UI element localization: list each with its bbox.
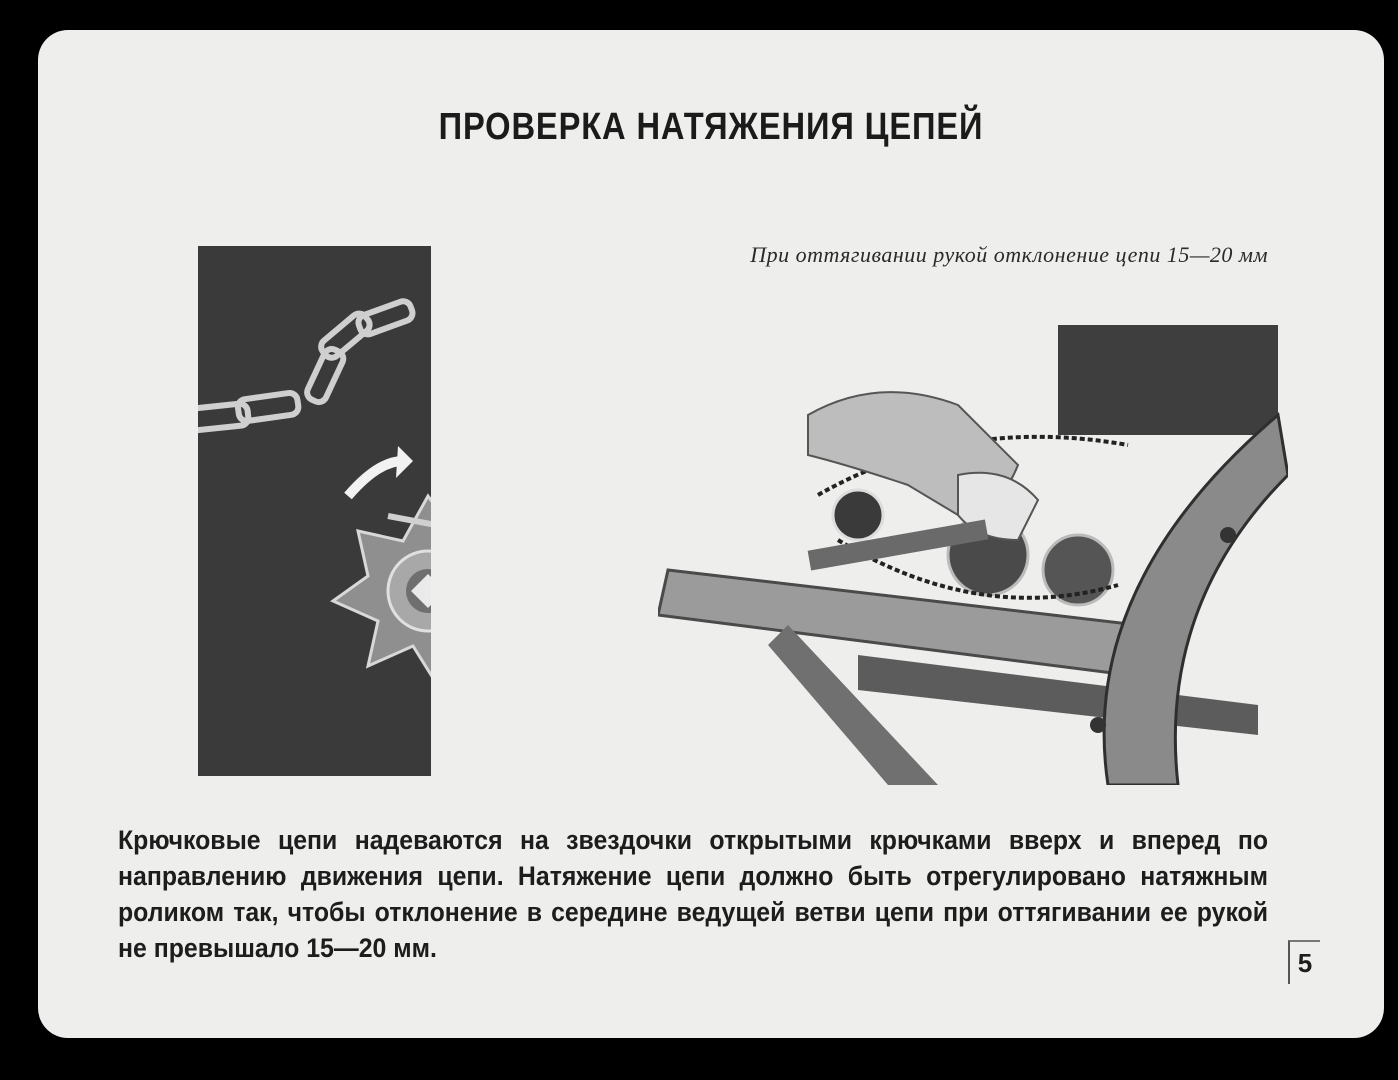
machine-chain-illustration — [658, 325, 1288, 785]
chain-links — [198, 299, 415, 431]
slide-title: ПРОВЕРКА НАТЯЖЕНИЯ ЦЕПЕЙ — [438, 106, 984, 148]
body-paragraph: Крючковые цепи надеваются на звездочки открытыми крючками вверх и вперед по направлению движения цепи. Натяжение цепи должно быть отрегулировано натяжным роликом так, чтобы отклонение в середине ведущей ветви цепи при оттягивании ее рукой не превышало 15—20 мм. — [118, 825, 1268, 963]
direction-arrow-icon — [348, 461, 403, 496]
body-text — [118, 822, 1268, 966]
sprocket-icon — [333, 496, 431, 686]
slide-frame — [38, 30, 1384, 1038]
page-number: 5 — [1288, 940, 1320, 984]
illustration-caption: При оттягивании рукой отклонение цепи 15—20 мм — [750, 242, 1268, 267]
chain-sprocket-illustration — [198, 246, 431, 776]
